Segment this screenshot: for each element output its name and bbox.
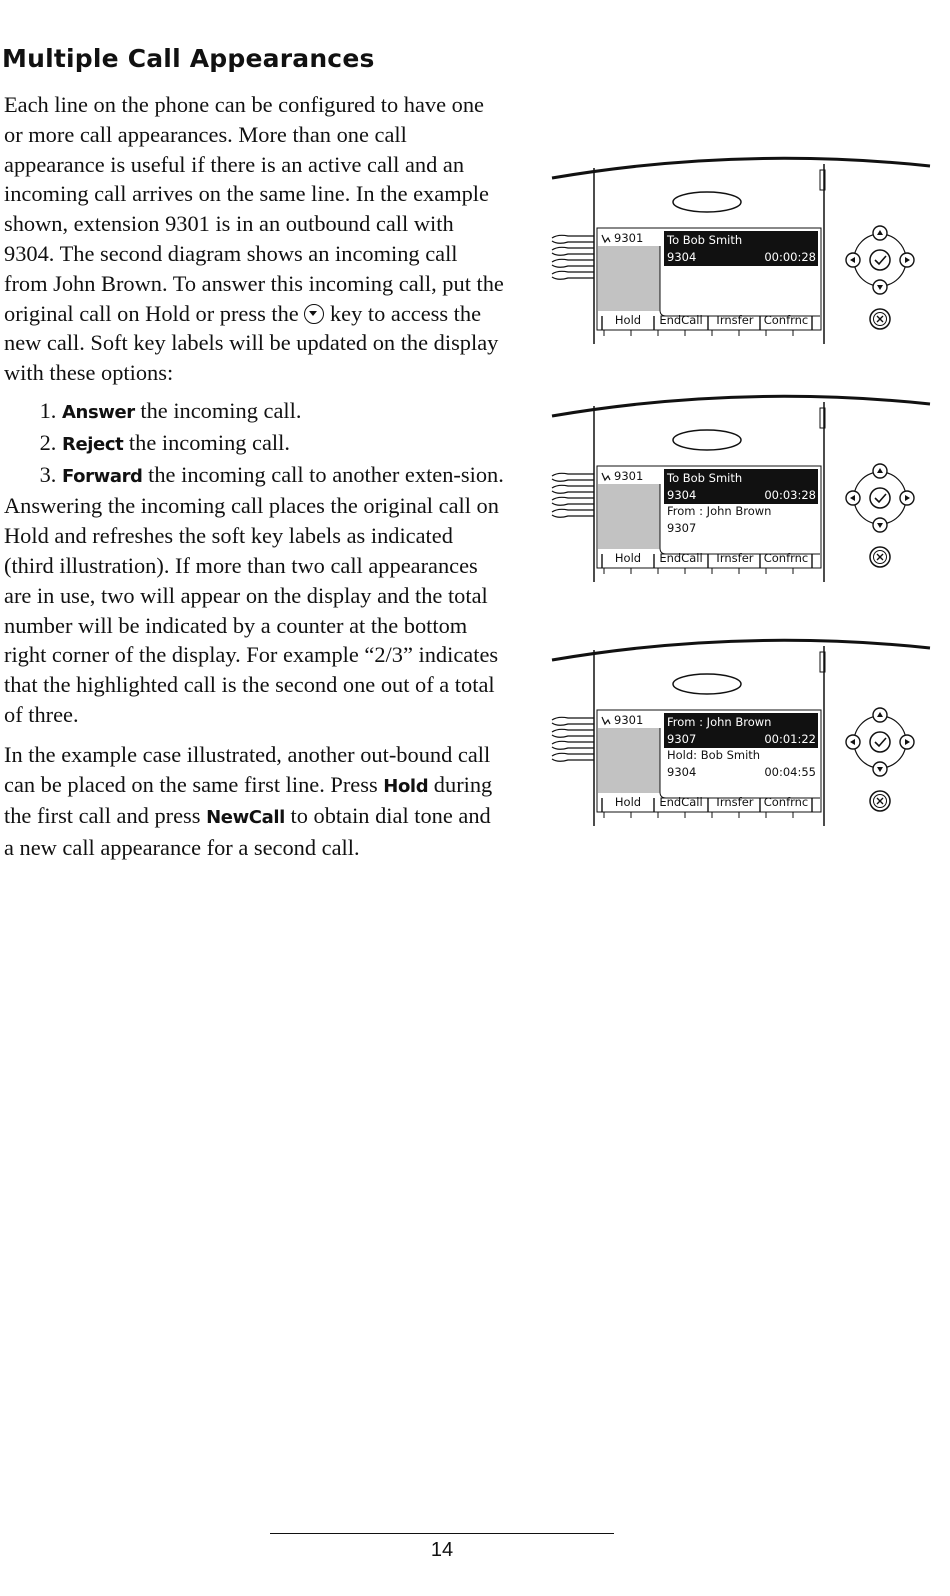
newcall-keyword: NewCall — [206, 807, 285, 829]
list-item-text: the incoming call. — [134, 397, 302, 423]
softkey-hold[interactable]: Hold — [614, 551, 642, 565]
phone-body-arc — [552, 158, 930, 178]
call-timer: 00:01:22 — [764, 731, 816, 746]
list-item-text: the incoming call. — [123, 429, 290, 455]
softkey-trnsfer[interactable]: Trnsfer — [714, 795, 754, 809]
list-item — [62, 396, 504, 428]
line-key-label: 9301 — [614, 713, 644, 727]
second-call-text-a: In the example case illustrated, another out-bound call can be placed on the same first line. Press — [4, 741, 491, 797]
reject-keyword: Reject — [62, 433, 124, 455]
phone-body-arc — [552, 396, 930, 416]
phone-illustration — [550, 388, 940, 588]
softkey-trnsfer[interactable]: Trnsfer — [714, 313, 754, 327]
intro-text-part1: Each line on the phone can be configured to have one or more call appearances. More than one call appearance is useful if there is an active call and an incoming call arrives on the same line. In the example shown, extension 9301 is in an outbound call with 9304. The second diagram shows an incoming call from John Brown. To answer this incoming call, put the original call on Hold or press the — [4, 92, 504, 326]
forward-keyword: Forward — [62, 465, 143, 487]
select-key-icon — [870, 488, 890, 508]
softkey-hold[interactable]: Hold — [614, 313, 642, 327]
display-row-text: 9304 — [667, 487, 697, 502]
display-row-text: 9307 — [667, 520, 697, 535]
display-row-text: 9307 — [667, 731, 697, 746]
phone-illustration — [550, 150, 940, 350]
earpiece — [673, 192, 741, 212]
footer-rule — [270, 1533, 614, 1534]
softkey-confrnc[interactable]: Confrnc — [763, 795, 809, 809]
list-item — [62, 460, 504, 492]
select-key-icon — [870, 250, 890, 270]
softkey-hold[interactable]: Hold — [614, 795, 642, 809]
list-item-text: the incoming call to another exten-sion. — [142, 461, 504, 487]
phone-illustration — [550, 632, 940, 832]
body-text-column — [4, 90, 504, 863]
page-number: 14 — [430, 1539, 454, 1561]
answer-keyword: Answer — [62, 401, 135, 423]
intro-text-part2: key to access the new call. Soft key labels will be updated on the display with these options: — [4, 300, 499, 386]
display-row-text: 9304 — [667, 249, 697, 264]
earpiece — [673, 430, 741, 450]
line-key-label: 9301 — [614, 469, 644, 483]
softkey-endcall[interactable]: EndCall — [659, 795, 703, 809]
display-row-text: From : John Brown — [667, 715, 772, 729]
softkey-confrnc[interactable]: Confrnc — [763, 551, 809, 565]
list-item — [62, 428, 504, 460]
second-call-text-b: during the first call and press — [4, 771, 493, 829]
display-row-text: From : John Brown — [667, 504, 772, 518]
phone-body-arc — [552, 640, 930, 660]
page-title: Multiple Call Appearances — [2, 44, 375, 73]
answering-paragraph: Answering the incoming call places the original call on Hold and refreshes the soft key labels as indicated (third illustration). If more than two call appearances are in use, two will appear on the display and the total number will be indicated by a counter at the bottom right corner of the display. For example “2/3” indicates that the highlighted call is the second one out of a total of three. — [4, 493, 499, 727]
softkey-endcall[interactable]: EndCall — [659, 313, 703, 327]
scroll-down-key-icon — [304, 304, 324, 324]
call-timer: 00:00:28 — [764, 249, 816, 264]
intro-paragraph — [4, 90, 504, 388]
line-key-label: 9301 — [614, 231, 644, 245]
display-row-text: Hold: Bob Smith — [667, 748, 761, 762]
select-key-icon — [870, 732, 890, 752]
softkey-endcall[interactable]: EndCall — [659, 551, 703, 565]
softkey-trnsfer[interactable]: Trnsfer — [714, 551, 754, 565]
display-row-text: 9304 — [667, 764, 697, 779]
call-timer: 00:04:55 — [764, 764, 816, 779]
options-list — [4, 396, 504, 491]
display-row-text: To Bob Smith — [667, 233, 743, 247]
second-call-text-c: to obtain dial tone and a new call appearance for a second call. — [4, 803, 491, 861]
hold-keyword: Hold — [383, 775, 429, 797]
earpiece — [673, 674, 741, 694]
display-row-text: To Bob Smith — [667, 471, 743, 485]
second-call-paragraph — [4, 740, 504, 863]
softkey-confrnc[interactable]: Confrnc — [763, 313, 809, 327]
call-timer: 00:03:28 — [764, 487, 816, 502]
